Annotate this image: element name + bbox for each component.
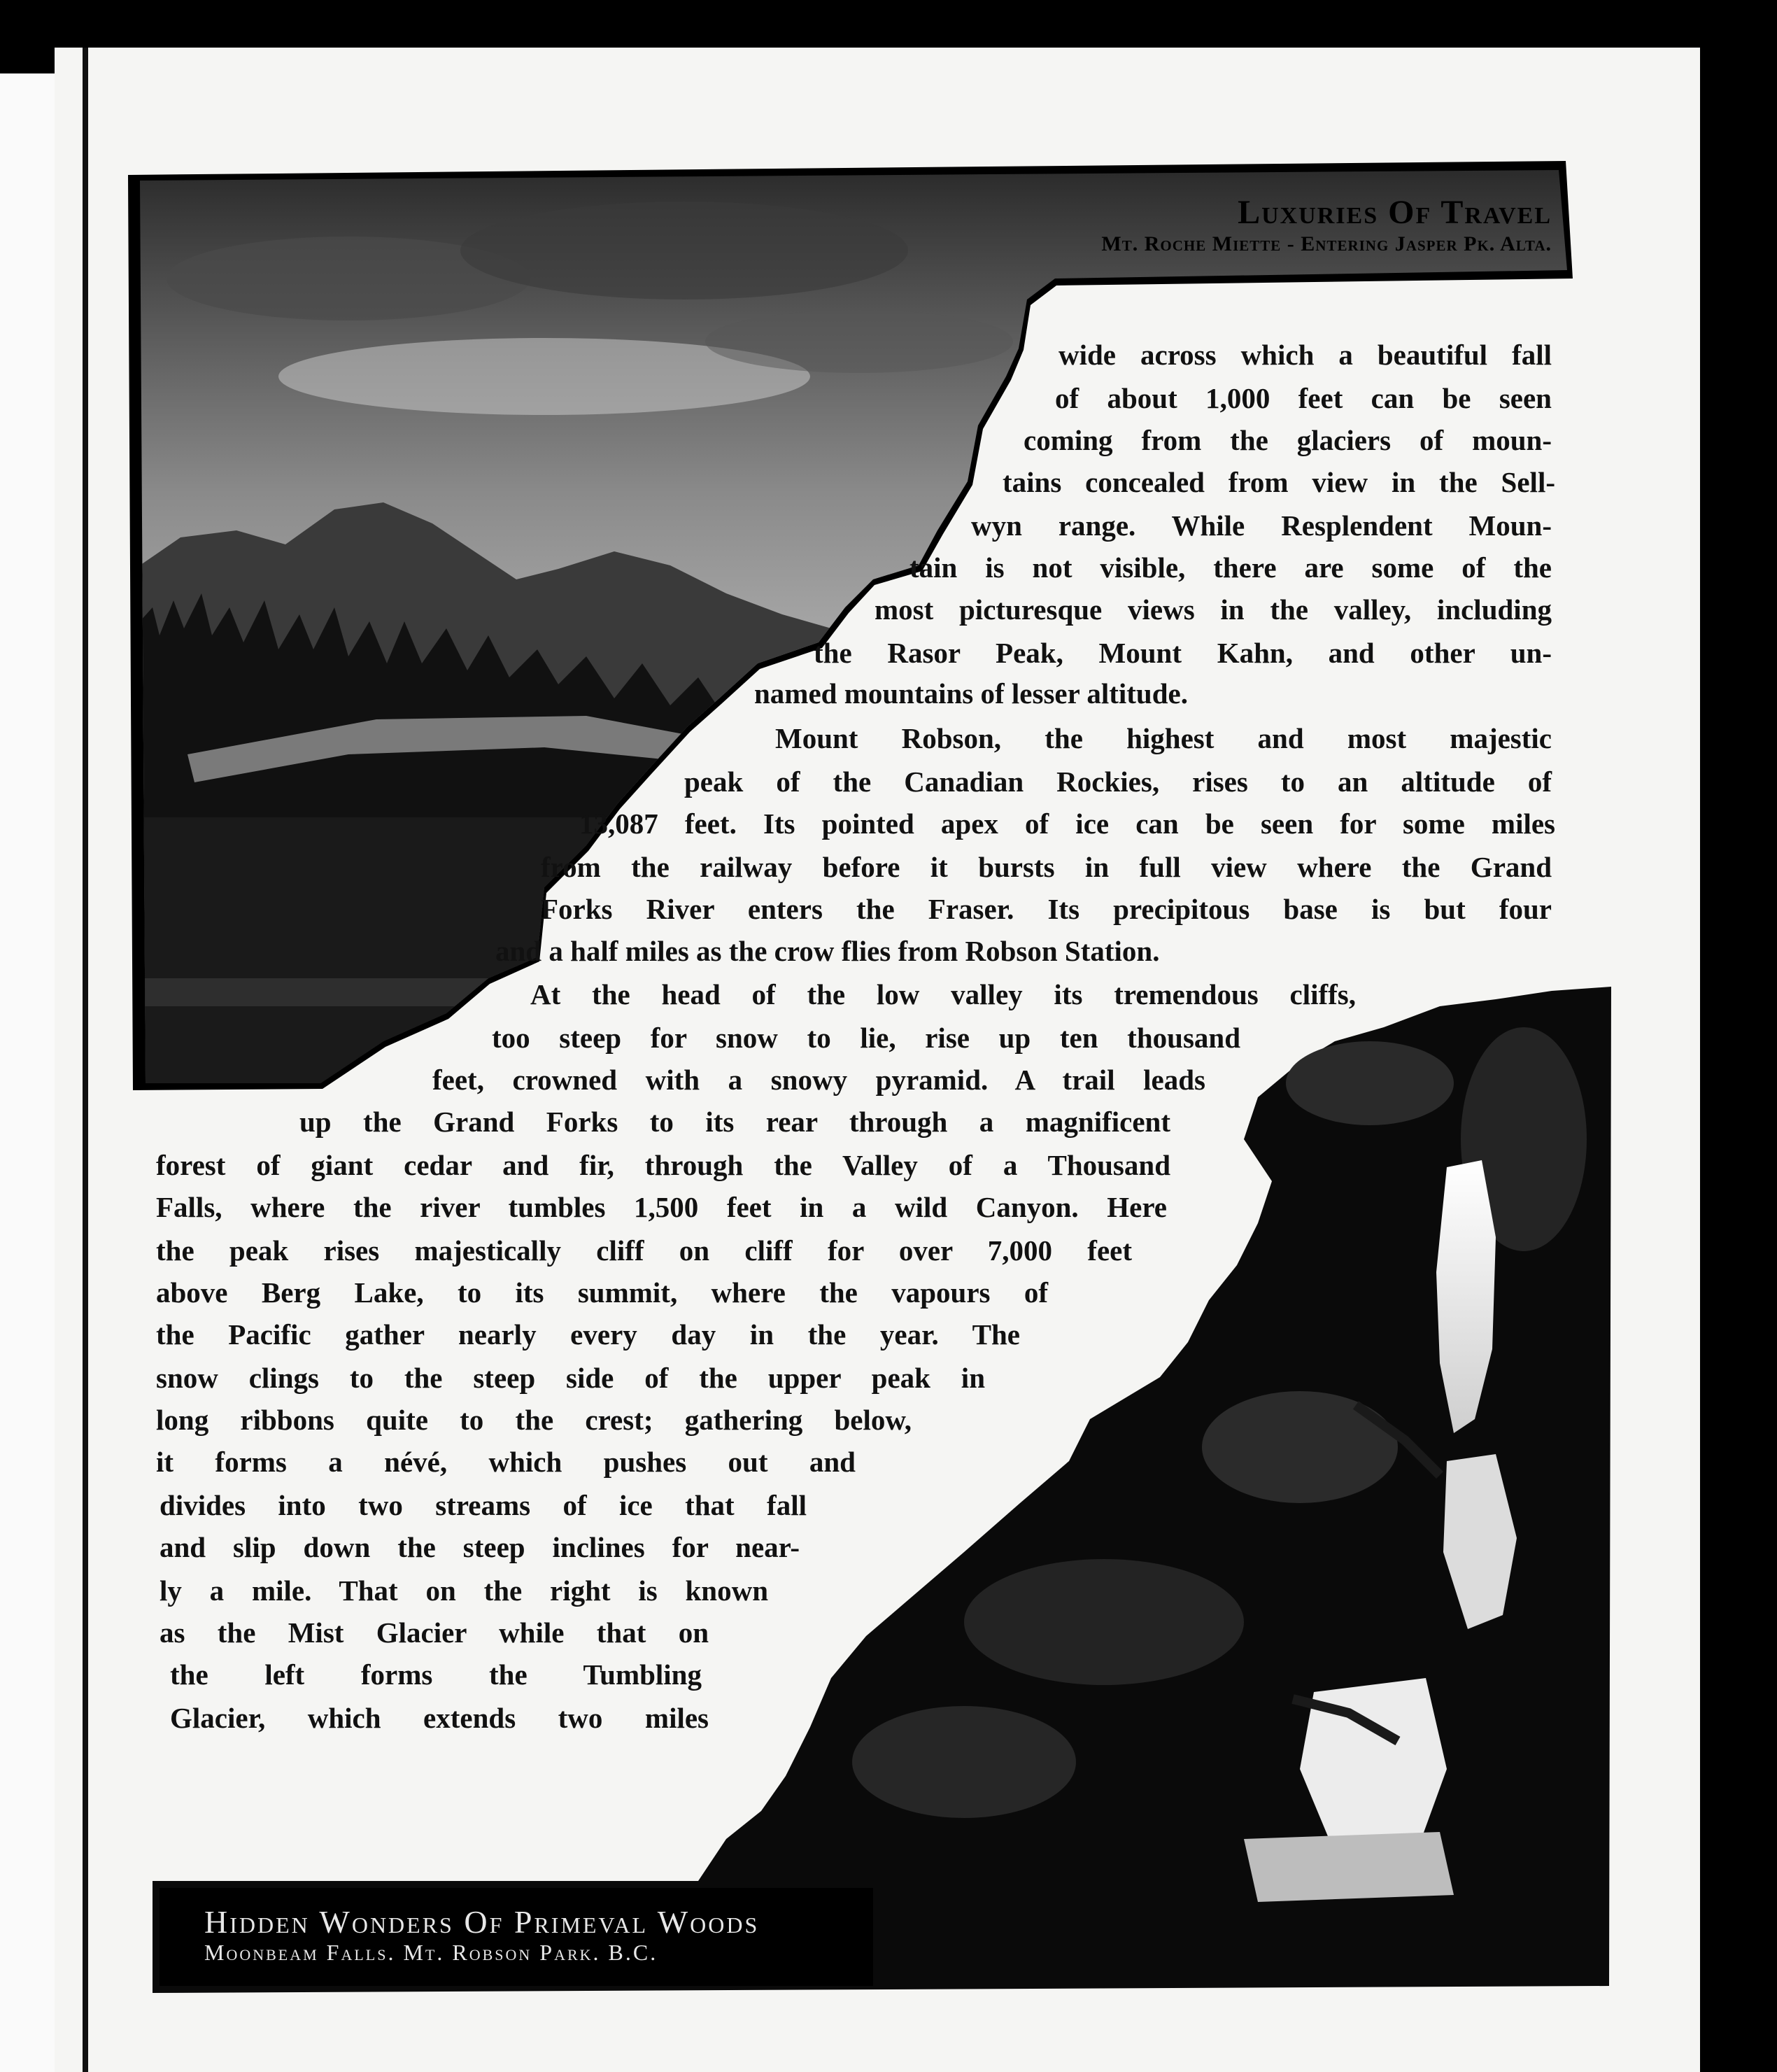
text-line: Falls, where the river tumbles 1,500 feet in a wild Canyon. Here xyxy=(156,1191,1167,1223)
text-line: ly a mile. That on the right is known xyxy=(160,1574,768,1607)
text-line: and a half miles as the crow flies from Robson Station. xyxy=(495,935,1160,967)
text-line: it forms a névé, which pushes out and xyxy=(156,1446,856,1478)
text-line: up the Grand Forks to its rear through a magnificent xyxy=(299,1106,1170,1138)
text-line: wyn range. While Resplendent Moun- xyxy=(971,509,1552,542)
text-line: 13,087 feet. Its pointed apex of ice can be seen for some miles xyxy=(579,808,1555,840)
text-line: most picturesque views in the valley, including xyxy=(875,593,1552,626)
text-line: the Rasor Peak, Mount Kahn, and other un- xyxy=(814,637,1552,669)
text-line: Mount Robson, the highest and most majestic xyxy=(775,722,1552,754)
bottom-photo-title: Hidden Wonders Of Primeval Woods xyxy=(204,1904,760,1940)
text-line: Forks River enters the Fraser. Its precipitous base is but four xyxy=(541,893,1552,925)
text-line: and slip down the steep inclines for near- xyxy=(160,1531,800,1563)
top-photo-caption xyxy=(894,193,1552,263)
text-line: the left forms the Tumbling xyxy=(170,1658,702,1691)
text-line: At the head of the low valley its tremendous cliffs, xyxy=(530,978,1356,1010)
text-line: named mountains of lesser altitude. xyxy=(754,677,1188,710)
top-photo-subtitle: Mt. Roche Miette - Entering Jasper Pk. Alta. xyxy=(1101,232,1552,255)
text-line: too steep for snow to lie, rise up ten thousand xyxy=(492,1022,1240,1054)
text-line: feet, crowned with a snowy pyramid. A trail leads xyxy=(432,1064,1205,1096)
left-page-edge xyxy=(0,73,55,2072)
text-line: long ribbons quite to the crest; gathering below, xyxy=(156,1404,912,1436)
text-line: wide across which a beautiful fall xyxy=(1059,339,1552,371)
text-line: divides into two streams of ice that fall xyxy=(160,1489,807,1521)
text-line: the Pacific gather nearly every day in the year. The xyxy=(156,1318,1020,1351)
text-line: of about 1,000 feet can be seen xyxy=(1055,382,1552,414)
text-line: Glacier, which extends two miles xyxy=(170,1702,709,1734)
bottom-photo-caption xyxy=(204,1903,876,1973)
scan-border-right xyxy=(1700,57,1777,2072)
text-line: peak of the Canadian Rockies, rises to an altitude of xyxy=(684,766,1552,798)
text-line: tain is not visible, there are some of the xyxy=(909,551,1552,584)
bottom-photo-subtitle: Moonbeam Falls. Mt. Robson Park. B.C. xyxy=(204,1940,658,1965)
text-line: snow clings to the steep side of the upper peak in xyxy=(156,1362,985,1394)
top-photo-title: Luxuries Of Travel xyxy=(1238,194,1552,231)
text-line: coming from the glaciers of moun- xyxy=(1024,424,1552,456)
text-line: above Berg Lake, to its summit, where the vapours of xyxy=(156,1276,1048,1309)
text-line: from the railway before it bursts in full view where the Grand xyxy=(541,851,1552,883)
text-line: as the Mist Glacier while that on xyxy=(160,1616,709,1649)
scanned-page xyxy=(55,48,1700,2072)
text-line: the peak rises majestically cliff on cliff for over 7,000 feet xyxy=(156,1234,1132,1267)
text-line: tains concealed from view in the Sell- xyxy=(1003,466,1555,498)
text-line: forest of giant cedar and fir, through the Valley of a Thousand xyxy=(156,1149,1170,1181)
